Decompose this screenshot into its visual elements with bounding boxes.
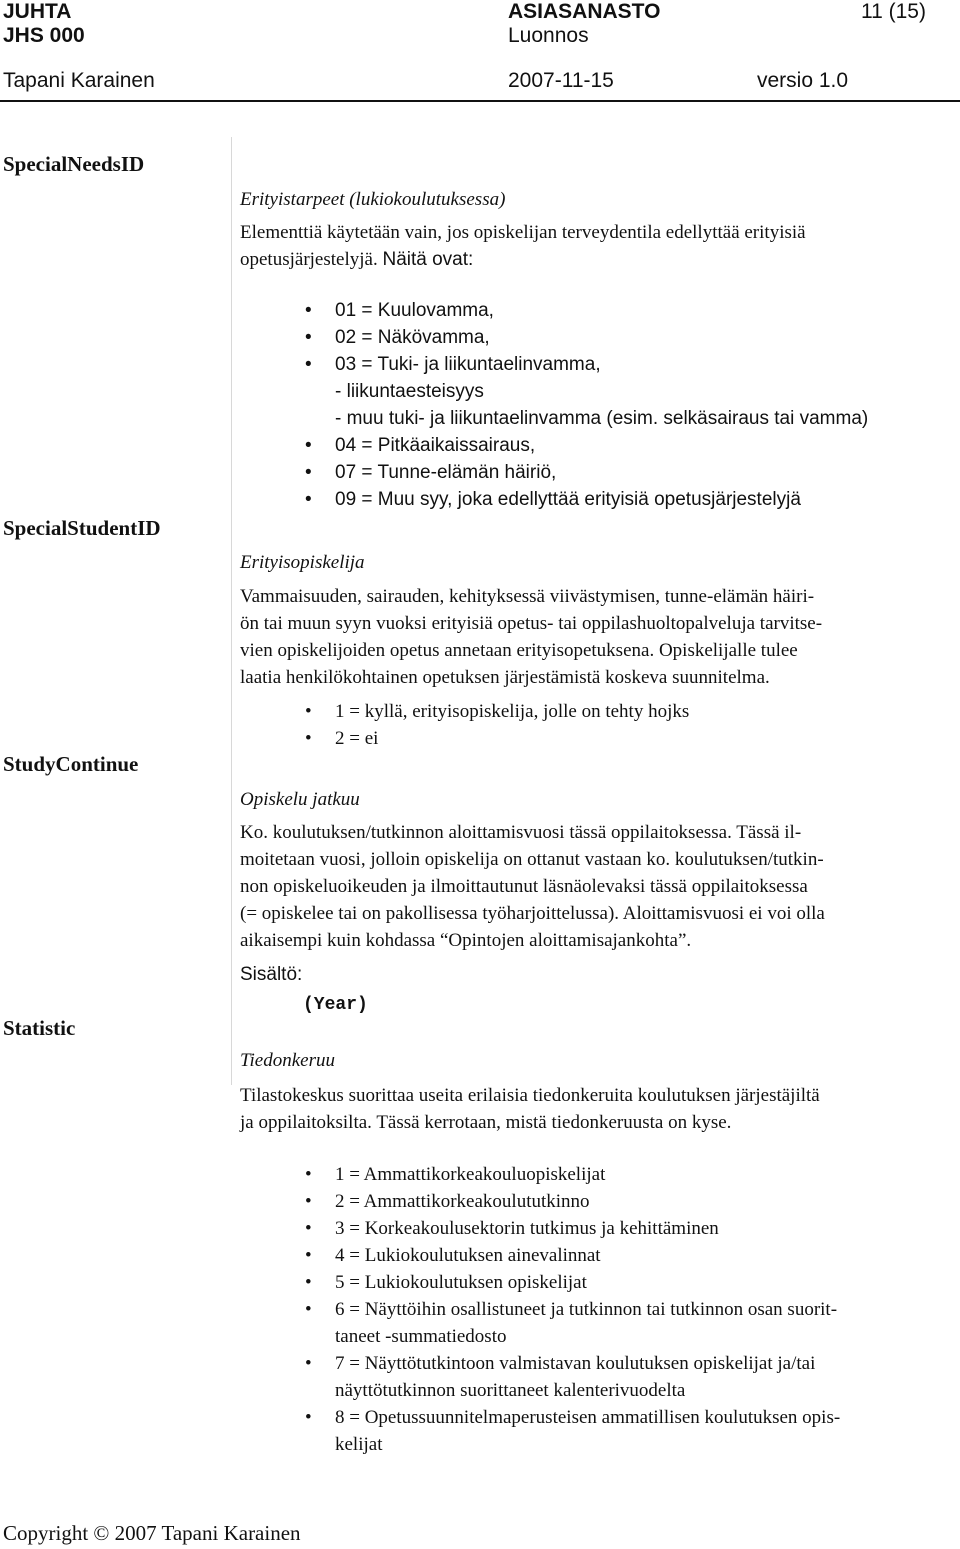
paragraph-line: Tilastokeskus suorittaa useita erilaisia tiedonkeruita koulutuksen järjestäjiltä bbox=[240, 1085, 820, 1106]
list-item: • 1 = kyllä, erityisopiskelija, jolle on tehty hojks bbox=[305, 698, 689, 725]
paragraph-line: ja oppilaitoksilta. Tässä kerrotaan, mistä tiedonkeruusta on kyse. bbox=[240, 1112, 732, 1133]
paragraph-line: moitetaan vuosi, jolloin opiskelija on ottanut vastaan ko. koulutuksen/tutkin- bbox=[240, 849, 824, 870]
special-needs-desc-line: opetusjärjestelyjä. Näitä ovat: bbox=[240, 249, 474, 270]
study-continue-heading: Opiskelu jatkuu bbox=[240, 789, 360, 810]
paragraph-line: aikaisempi kuin kohdassa “Opintojen aloittamisajankohta”. bbox=[240, 930, 692, 951]
list-item: • 7 = Näyttötutkintoon valmistavan koulutuksen opiskelijat ja/tai bbox=[305, 1350, 840, 1377]
study-continue-content-label: Sisältö: bbox=[240, 964, 303, 985]
list-item: • 1 = Ammattikorkeakouluopiskelijat bbox=[305, 1161, 840, 1188]
term-study-continue: StudyContinue bbox=[3, 752, 139, 776]
list-item-continuation: - muu tuki- ja liikuntaelinvamma (esim. selkäsairaus tai vamma) bbox=[335, 408, 869, 429]
paragraph-line: laatia henkilökohtainen opetuksen järjestämistä koskeva suunnitelma. bbox=[240, 667, 770, 688]
list-item: • 01 = Kuulovamma, bbox=[305, 297, 868, 324]
study-continue-content-value: (Year) bbox=[303, 995, 368, 1015]
paragraph-line: ön tai muun syyn vuoksi erityisiä opetus- tai oppilashuoltopalveluja tarvitse- bbox=[240, 613, 823, 634]
list-item: • 8 = Opetussuunnitelmaperusteisen ammatillisen koulutuksen opis- bbox=[305, 1404, 840, 1431]
paragraph-line: Ko. koulutuksen/tutkinnon aloittamisvuosi tässä oppilaitoksessa. Tässä il- bbox=[240, 822, 802, 843]
list-item: • 09 = Muu syy, joka edellyttää erityisiä opetusjärjestelyjä bbox=[305, 486, 868, 513]
list-item: • 04 = Pitkäaikaissairaus, bbox=[305, 432, 868, 459]
list-item: • 3 = Korkeakoulusektorin tutkimus ja kehittäminen bbox=[305, 1215, 840, 1242]
header-org: JUHTA bbox=[3, 0, 72, 23]
list-item-continuation: kelijat bbox=[335, 1434, 383, 1455]
statistic-heading: Tiedonkeruu bbox=[240, 1050, 335, 1071]
list-item: • 6 = Näyttöihin osallistuneet ja tutkinnon tai tutkinnon osan suorit- bbox=[305, 1296, 840, 1323]
paragraph-line: non opiskeluoikeuden ja ilmoittautunut läsnäolevaksi tässä oppilaitoksessa bbox=[240, 876, 808, 897]
paragraph-line: vien opiskelijoiden opetus annetaan erityisopetuksena. Opiskelijalle tulee bbox=[240, 640, 798, 661]
header-date: 2007-11-15 bbox=[508, 69, 614, 92]
term-special-student-id: SpecialStudentID bbox=[3, 516, 161, 540]
special-needs-description bbox=[240, 219, 960, 273]
list-item: • 4 = Lukiokoulutuksen ainevalinnat bbox=[305, 1242, 840, 1269]
header-page-number: 11 (15) bbox=[861, 0, 926, 23]
special-needs-desc-line: Elementtiä käytetään vain, jos opiskelijan terveydentila edellyttää erityisiä bbox=[240, 222, 806, 243]
list-item: • 03 = Tuki- ja liikuntaelinvamma, bbox=[305, 351, 868, 378]
special-student-code-list bbox=[305, 698, 689, 752]
special-student-heading: Erityisopiskelija bbox=[240, 552, 365, 573]
special-needs-heading: Erityistarpeet (lukiokoulutuksessa) bbox=[240, 189, 506, 210]
statistic-code-list bbox=[305, 1161, 840, 1458]
term-special-needs-id: SpecialNeedsID bbox=[3, 152, 145, 176]
header-rule bbox=[0, 100, 960, 102]
column-separator bbox=[231, 137, 232, 1085]
list-item: • 2 = Ammattikorkeakoulututkinno bbox=[305, 1188, 840, 1215]
list-item: • 07 = Tunne-elämän häiriö, bbox=[305, 459, 868, 486]
header-doc-id: JHS 000 bbox=[3, 24, 85, 47]
study-continue-description bbox=[240, 819, 960, 954]
special-needs-code-list bbox=[305, 297, 868, 513]
paragraph-line: Vammaisuuden, sairauden, kehityksessä viivästymisen, tunne-elämän häiri- bbox=[240, 586, 815, 607]
header-author: Tapani Karainen bbox=[3, 69, 155, 92]
list-item: • 2 = ei bbox=[305, 725, 689, 752]
list-item: • 5 = Lukiokoulutuksen opiskelijat bbox=[305, 1269, 840, 1296]
paragraph-line: (= opiskelee tai on pakollisessa työharjoittelussa). Aloittamisvuosi ei voi olla bbox=[240, 903, 825, 924]
list-item-continuation: taneet -summatiedosto bbox=[335, 1326, 507, 1347]
special-student-description bbox=[240, 583, 960, 691]
term-statistic: Statistic bbox=[3, 1016, 76, 1040]
footer-copyright: Copyright © 2007 Tapani Karainen bbox=[3, 1521, 301, 1545]
header-title: ASIASANASTO bbox=[508, 0, 661, 23]
header-version: versio 1.0 bbox=[757, 69, 849, 92]
list-item-continuation: - liikuntaesteisyys bbox=[335, 381, 484, 402]
list-item-continuation: näyttötutkinnon suorittaneet kalenterivuodelta bbox=[335, 1380, 686, 1401]
list-item: • 02 = Näkövamma, bbox=[305, 324, 868, 351]
header-status: Luonnos bbox=[508, 24, 589, 47]
statistic-description bbox=[240, 1082, 960, 1136]
